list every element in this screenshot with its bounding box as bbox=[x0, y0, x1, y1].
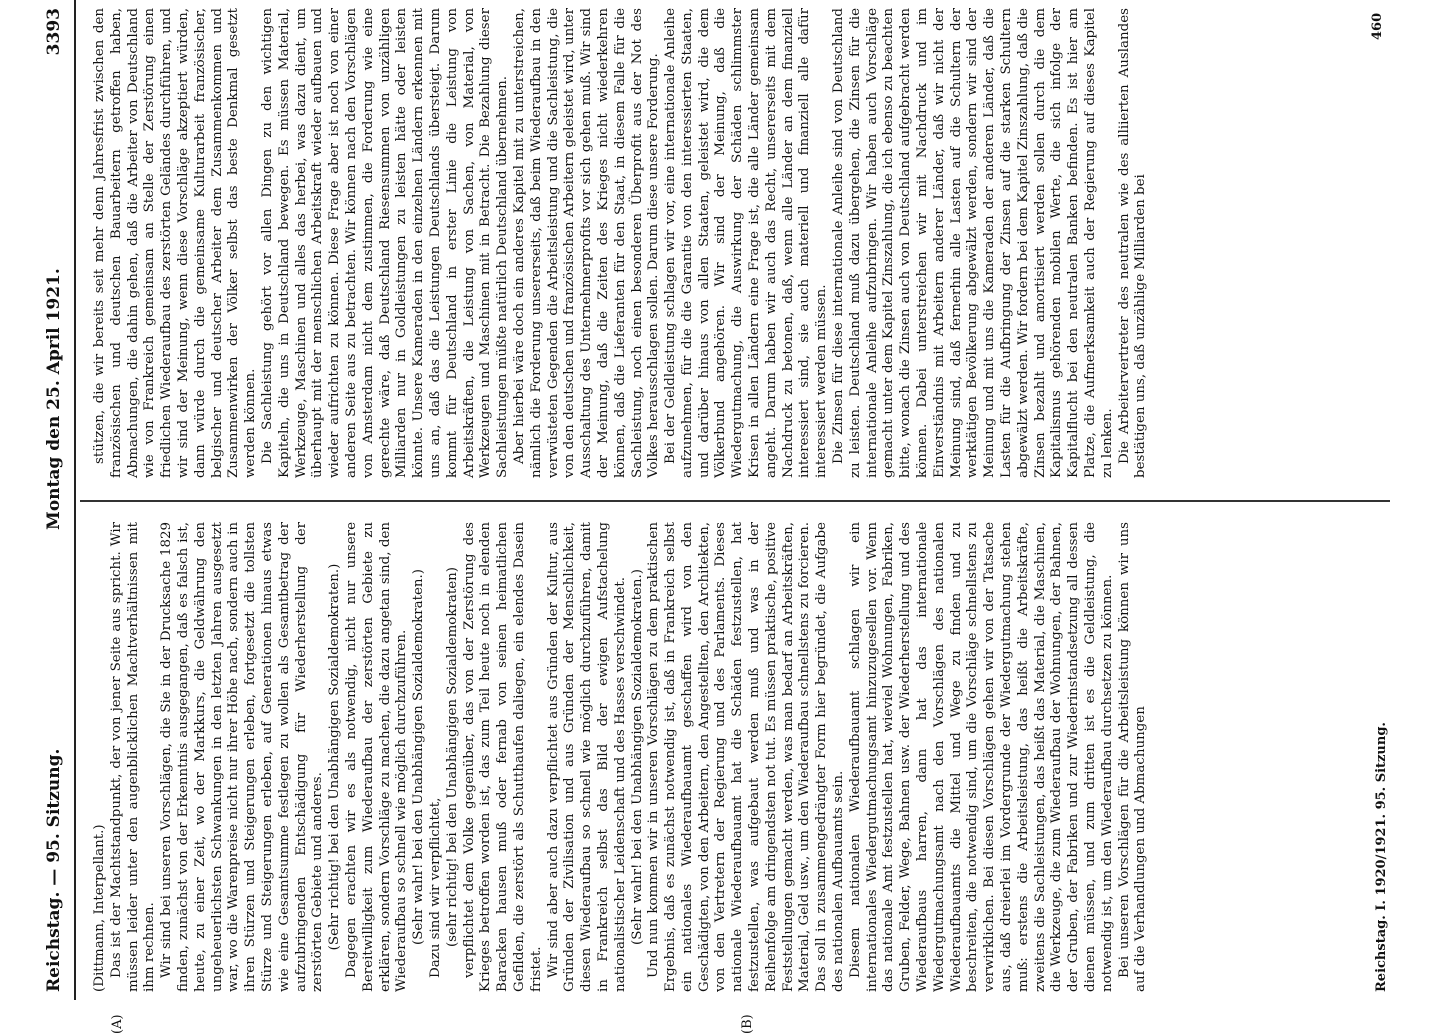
column-divider bbox=[80, 501, 1390, 503]
paragraph: Die Sachleistung gehört vor allen Dingen zu den wichtigen Kapiteln, die uns in Deutschland bewegen. Es müssen Material, Werkzeuge, Maschinen und alles das herbei, was dazu dient, um überhaupt mit der menschlichen Arbeitskraft wieder aufbauen und wieder aufrichten zu können. Diese Frage aber ist noch von einer anderen Seite aus zu betrachten. Wir können nach den Vorschlägen von Amsterdam nicht dem zustimmen, die Forderung wie eine gerechte wäre, daß Deutschland Riesensummen von unzähligen Milliarden nur in Goldleistungen zu leisten hätte oder leisten könnte. Unsere Kameraden in den einzelnen Ländern erkennen mit uns an, daß das die Leistungen Deutschlands übersteigt. Darum kommt für Deutschland in erster Linie die Leistung von Arbeitskräften, die Leistung von Sachen, von Material, von Werkzeugen und Maschinen mit in Betracht. Die Bezahlung dieser Sachleistungen müßte natürlich Deutschland übernehmen. bbox=[259, 8, 511, 478]
page-number: 3393 bbox=[44, 8, 64, 56]
paragraph: Die Arbeitervertreter des neutralen wie des alliierten Auslandes bestätigen uns, daß unzählige Milliarden bei bbox=[1116, 8, 1149, 478]
header-rule bbox=[74, 0, 76, 1000]
paragraph: Und nun kommen wir in unseren Vorschlägen zu dem praktischen Ergebnis, daß es zunächst notwendig ist, daß in Frankreich selbst ein nationales Wiederaufbauamt geschaffen wird von den Geschädigten, von den Arbeitern, den Angestellten, den Architekten, von den Vertretern der Regierung und des Parlaments. Dieses nationale Wiederaufbauamt hat die Schäden festzustellen, hat festzustellen, was aufgebaut werden muß und was in der Reihenfolge am dringendsten not tut. Es müssen praktische, positive Feststellungen gemacht werden, was man bedarf an Arbeitskräften, Material, Geld usw., um den Wiederaufbau schnellstens zu forcieren. Das soll in zusammengedrängter Form hier begründet, die Aufgabe des nationalen Aufbauamts sein. bbox=[646, 522, 847, 992]
paragraph: Bei unseren Vorschlägen für die Arbeitsleistung können wir uns auf die Verhandlungen und Abmachungen bbox=[1116, 522, 1149, 992]
digitization-note bbox=[1413, 12, 1433, 972]
paragraph: (Sehr wahr! bei den Unabhängigen Sozialdemokraten.) bbox=[411, 568, 427, 946]
left-text-column bbox=[92, 522, 1150, 992]
running-header bbox=[40, 0, 76, 1000]
paragraph: Das ist der Machtstandpunkt, der von jener Seite aus spricht. Wir müssen leider unter den augenblicklichen Machtverhältnissen mit ihm rechnen. bbox=[108, 522, 158, 992]
paragraph: verpflichtet dem Volke gegenüber, das von der Zerstörung des Krieges betroffen worden ist, das zum Teil heute noch in elenden Baracken hausen muß oder fernab von seinen heimatlichen Gefilden, die zerstört als Schutthaufen daliegen, ein elendes Dasein fristet. bbox=[461, 522, 544, 992]
paragraph: Dazu sind wir verpflichtet, bbox=[427, 797, 443, 978]
rotated-page-content bbox=[40, 0, 1400, 1034]
paragraph: Diesem nationalen Wiederaufbauamt schlagen wir ein internationales Wiedergutmachungsamt hinzuzugesellen vor. Wenn das nationale Amt festzustellen hat, wieviel Wohnungen, Fabriken, Gruben, Felder, Wege, Bahnen usw. der Wiederherstellung und des Wiederaufbaus harren, dann hat das internationale Wiedergutmachungsamt nach den Vorschlägen des nationalen Wiederaufbauamts die Mittel und Wege zu finden und zu beschreiten, die notwendig sind, um die Vorschläge schnellstens zu verwirklichen. Bei diesen Vorschlägen gehen wir von der Tatsache aus, daß dreierlei im Vordergrunde der Wiedergutmachung stehen muß: erstens die Arbeitsleistung, das heißt die Arbeitskräfte, zweitens die Sachleistungen, das heißt das Material, die Maschinen, die Werkzeuge, die zum Wiederaufbau der Wohnungen, der Bahnen, der Gruben, der Fabriken und zur Wiederinstandsetzung all dessen dienen müssen, und zum dritten ist es die Geldleistung, die notwendig ist, um den Wiederaufbau durchsetzen zu können. bbox=[847, 522, 1115, 992]
footer-left: Reichstag. I. 1920/1921. 95. Sitzung. bbox=[1374, 722, 1389, 992]
paragraph: (Sehr wahr! bei den Unabhängigen Sozialdemokraten.) bbox=[629, 568, 645, 946]
header-date: Montag den 25. April 1921. bbox=[44, 268, 64, 530]
paragraph: Aber hierbei wäre doch ein anderes Kapitel mit zu unterstreichen, nämlich die Forderung unsererseits, daß beim Wiederaufbau in den verwüsteten Gegenden die Arbeitsleistung und die Sachleistung, die von den deutschen und französischen Arbeitern geleistet wird, unter Ausschaltung des Unternehmerprofits vor sich gehen muß. Wir sind der Meinung, daß die Zeiten des Krieges nicht wiederkehren können, daß die Lieferanten für den Staat, in diesem Falle für die Sachleistung, noch einen besonderen Überprofit aus der Not des Volkes herausschlagen sollen. Darum diese unsere Forderung. bbox=[511, 8, 662, 478]
paragraph: (Sehr richtig! bei den Unabhängigen Sozialdemokraten.) bbox=[327, 563, 343, 951]
paragraph: (sehr richtig! bei den Unabhängigen Sozialdemokraten) bbox=[444, 566, 460, 948]
header-left: Reichstag. — 95. Sitzung. bbox=[44, 748, 64, 992]
paragraph: Die Zinsen für diese internationale Anleihe sind von Deutschland zu leisten. Deutschland muß dazu übergehen, die Zinsen für die internationale Anleihe aufzubringen. Wir haben auch Vorschläge gemacht unter dem Kapitel Zinszahlung, die ich ebenso zu beachten bitte, wonach die Zinsen auch von Deutschland aufgebracht werden können. Dabei unterstreichen wir mit Nachdruck und im Einverständnis mit Arbeitern anderer Länder, daß wir nicht der Meinung sind, daß fernerhin alle Lasten auf die Schultern der werktätigen Bevölkerung abgewälzt werden, sondern wir sind der Meinung und mit uns die Kameraden der anderen Länder, daß die Lasten für die Aufbringung der Zinsen auf die starken Schultern abgewälzt werden. Wir fordern bei dem Kapitel Zinszahlung, daß die Zinsen bezahlt und amortisiert werden sollen durch die dem Kapitalismus gehörenden mobilen Werte, die sich infolge der Kapitalflucht bei den neutralen Banken befinden. Es ist hier am Platze, die Aufmerksamkeit auch der Regierung auf dieses Kapitel zu lenken. bbox=[831, 8, 1115, 478]
paragraph: Dagegen erachten wir es als notwendig, nicht nur unsere Bereitwilligkeit zum Wiederaufbau der zerstörten Gebiete zu erklären, sondern Vorschläge zu machen, die dazu angetan sind, den Wiederaufbau so schnell wie möglich durchzuführen. bbox=[343, 522, 410, 992]
right-text-column bbox=[92, 8, 1150, 478]
paragraph: Wir sind aber auch dazu verpflichtet aus Gründen der Kultur, aus Gründen der Zivilisation und aus Gründen der Menschlichkeit, diesen Wiederaufbau so schnell wie möglich durchzuführen, damit in Frankreich selbst das Bild der ewigen Aufstachelung nationalistischer Leidenschaft und des Hasses verschwindet. bbox=[545, 522, 628, 992]
paragraph: Bei der Geldleistung schlagen wir vor, eine internationale Anleihe aufzunehmen, für die die Garantie von den interessierten Staaten, und darüber hinaus von allen Staaten, geleistet wird, die dem Völkerbund angehören. Wir sind der Meinung, daß die Wiedergutmachung, die Auswirkung der Schäden schlimmster Krisen in allen Ländern eine Frage ist, die alle Länder gemeinsam angeht. Darum haben wir auch das Recht, unsererseits mit dem Nachdruck zu betonen, daß, wenn alle Länder an dem finanziell interessiert sind, sie auch materiell und finanziell alle dafür interessiert werden müssen. bbox=[663, 8, 830, 478]
paragraph: Wir sind bei unseren Vorschlägen, die Sie in der Drucksache 1829 finden, zunächst von der Erkenntnis ausgegangen, daß es falsch ist, heute, zu einer Zeit, wo der Markkurs, die Geldwährung den ungeheuerlichsten Schwankungen in den letzten Jahren ausgesetzt war, wo die Warenpreise nicht nur ihrer Höhe nach, sondern auch in ihren Stürzen und Steigerungen erleben, fortgesetzt die tollsten Stürze und Steigerungen erleben, auf Generationen hinaus etwas wie eine Gesamtsumme festlegen zu wollen als Gesamtbetrag der aufzubringenden Entschädigung für Wiederherstellung der zerstörten Gebiete und anderes. bbox=[159, 522, 326, 992]
marker-b: (B) bbox=[740, 1014, 755, 1034]
paragraph: stützen, die wir bereits seit mehr denn Jahresfrist zwischen den französischen und deutschen Bauarbeitern getroffen haben, Abmachungen, die dahin gehen, daß die Arbeiter von Deutschland wie von Frankreich gemeinsam an Stelle der Zerstörung einen friedlichen Wiederaufbau des zerstörten Geländes durchführen, und wir sind der Meinung, wenn diese Vorschläge akzeptiert würden, dann würde durch die gemeinsame Kulturarbeit französischer, belgischer und deutscher Arbeiter dem Zusammenkommen und Zusammenwirken der Völker selbst das beste Denkmal gesetzt werden können. bbox=[92, 8, 259, 478]
paragraph: (Dittmann, Interpellant.) bbox=[92, 824, 107, 992]
marker-a: (A) bbox=[110, 1014, 125, 1034]
footer-page-signature: 460 bbox=[1370, 12, 1385, 40]
